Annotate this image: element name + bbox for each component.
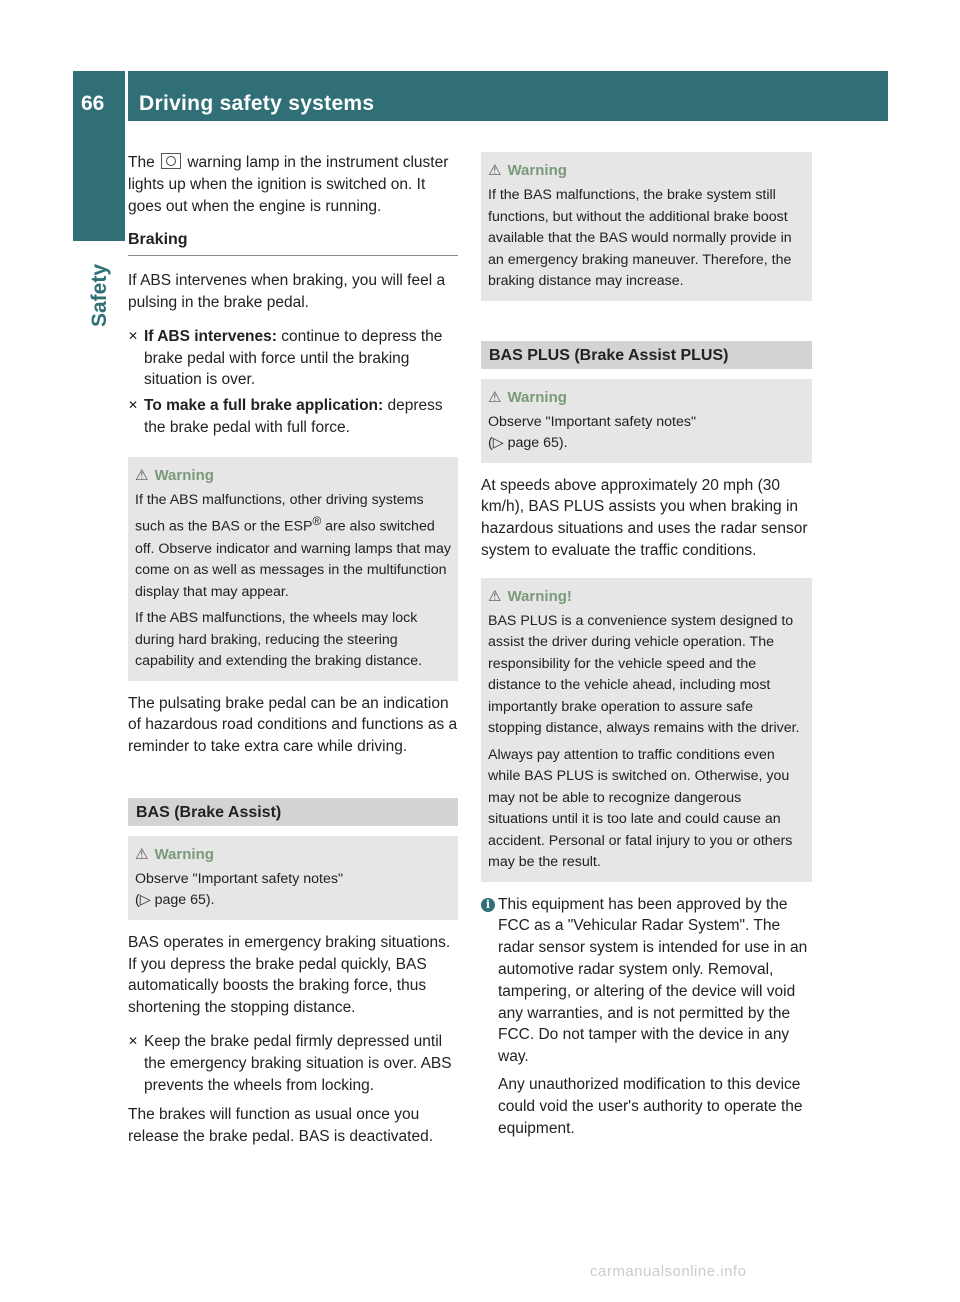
warning-title: Warning: [507, 162, 567, 179]
warning-heading: [488, 160, 805, 182]
action-arrow-icon: ✕: [128, 328, 139, 343]
brakes-paragraph: The brakes will function as usual once you release the brake pedal. BAS is deactivated.: [128, 1106, 434, 1146]
action-item: [128, 1031, 458, 1096]
warning-text: [135, 869, 451, 912]
warning-box: [481, 379, 812, 463]
warning-triangle-icon: ⚠: [135, 466, 149, 484]
registered-mark: ®: [312, 514, 322, 529]
section-tab-block: [73, 121, 125, 241]
section-tab-blank: [73, 241, 125, 1267]
pulsating-paragraph: The pulsating brake pedal can be an indication of hazardous road conditions and functions as a reminder to take extra care while driving.: [128, 694, 458, 756]
watermark-text: carmanualsonline.info: [590, 1263, 747, 1280]
intro-text-b: warning lamp in the instrument cluster lights up when the ignition is switched on. It goes out when the engine is running.: [128, 154, 449, 215]
action-item: [128, 395, 458, 439]
section-tab-label: Safety: [88, 263, 111, 327]
subhead-braking: Braking: [128, 229, 458, 256]
right-column: [481, 152, 812, 1151]
left-column: [128, 152, 458, 1160]
info-text: Any unauthorized modification to this device could void the user's authority to operate the equipment.: [498, 1076, 803, 1137]
intro-text-a: The: [128, 154, 155, 171]
warning-text-a: If the ABS malfunctions, other driving systems such as the BAS or the ESP: [135, 491, 424, 535]
header-divider: [125, 71, 128, 121]
page-reference-link[interactable]: (▷ page 65).: [488, 435, 568, 451]
warning-heading: [135, 844, 451, 866]
warning-text: If the ABS malfunctions, the wheels may lock during hard braking, reducing the steering capability and extending the braking distance.: [135, 610, 423, 669]
warning-text: Always pay attention to traffic conditions even while BAS PLUS is switched on. Otherwise, you may not be able to recognize dangerous situations until it is too late and could cause an accident. Personal or fatal injury to you or others may be the result.: [488, 746, 793, 871]
warning-triangle-icon: ⚠: [488, 388, 502, 406]
warning-title: Warning: [507, 388, 567, 406]
warning-text-a: Observe "Important safety notes": [135, 870, 344, 887]
action-arrow-icon: ✕: [128, 398, 139, 413]
warning-box: [128, 457, 458, 681]
warning-heading: [135, 465, 451, 487]
bas-paragraph: BAS operates in emergency braking situations. If you depress the brake pedal quickly, BAS automatically boosts the braking force, thus shortening the stopping distance.: [128, 933, 451, 1017]
action-text: continue to depress the brake pedal with force until the braking situation is over.: [144, 327, 443, 389]
warning-heading: [488, 586, 805, 608]
info-circle-icon: i: [481, 898, 495, 912]
warning-text-a: Observe "Important safety notes": [488, 413, 697, 430]
warning-text-b: are also switched off. Observe indicator and warning lamps that may come on as well as messages in the multifunction display that may appear.: [135, 519, 451, 600]
warning-box: [481, 578, 812, 882]
warning-box: [481, 152, 812, 301]
warning-title: Warning!: [507, 587, 572, 605]
action-bold: To make a full brake application:: [144, 397, 384, 415]
warning-text: If the BAS malfunctions, the brake system still functions, but without the additional brake boost available that the BAS would normally provide in an emergency braking maneuver. Therefore, the braking distance may increase.: [488, 187, 792, 289]
warning-text: BAS PLUS is a convenience system designed to assist the driver during vehicle operation. The responsibility for the vehicle speed and the distance to the vehicle ahead, including most importantly brake operation to assure safe stopping distance, always remains with the driver.: [488, 612, 800, 737]
section-heading-bas: BAS (Brake Assist): [128, 798, 458, 826]
warning-title: Warning: [154, 845, 214, 863]
action-text: depress the brake pedal with full force.: [144, 397, 443, 436]
bas-plus-paragraph: At speeds above approximately 20 mph (30 km/h), BAS PLUS assists you when braking in hazardous situations and uses the radar sensor system to evaluate the traffic conditions.: [481, 476, 808, 559]
warning-box: [128, 836, 458, 920]
warning-text: [135, 490, 451, 603]
warning-title: Warning: [154, 466, 214, 484]
warning-text: [488, 412, 805, 455]
action-bold: If ABS intervenes:: [144, 327, 277, 345]
info-note: [481, 894, 812, 1140]
page-number: 66: [81, 92, 105, 115]
action-item: [128, 326, 458, 391]
page-title: Driving safety systems: [139, 92, 375, 115]
warning-triangle-icon: ⚠: [135, 845, 149, 863]
warning-heading: [488, 387, 805, 409]
warning-triangle-icon: ⚠: [488, 587, 502, 605]
braking-paragraph: If ABS intervenes when braking, you will feel a pulsing in the brake pedal.: [128, 272, 446, 311]
action-text: Keep the brake pedal firmly depressed until the emergency braking situation is over. ABS prevents the wheels from locking.: [144, 1033, 452, 1094]
abs-warning-lamp-icon: [161, 153, 181, 169]
section-heading-bas-plus: BAS PLUS (Brake Assist PLUS): [481, 341, 812, 369]
page-reference-link[interactable]: (▷ page 65).: [135, 892, 215, 909]
warning-triangle-icon: ⚠: [488, 162, 502, 179]
action-arrow-icon: ✕: [128, 1034, 139, 1049]
intro-paragraph: [128, 152, 458, 217]
info-text: This equipment has been approved by the FCC as a "Vehicular Radar System". The radar sensor system is intended for use in an automotive radar system only. Removal, tampering, or altering of the device will void any warranties, and is not permitted by the FCC. Do not tamper with the device in any way.: [498, 895, 808, 1066]
